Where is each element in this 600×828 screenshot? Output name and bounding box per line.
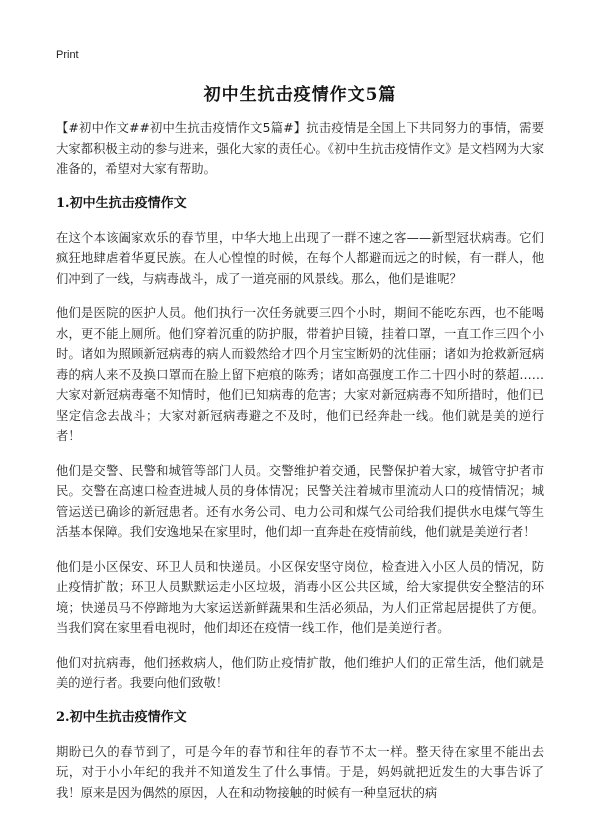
document-title: 初中生抗击疫情作文5篇 <box>203 85 397 105</box>
section-1-paragraph: 在这个本该阖家欢乐的春节里，中华大地上出现了一群不速之客——新型冠状病毒。它们疯狂地肆虐着华夏民族。在人心惶惶的时候，在每个人都避而远之的时候，有一群人，他们冲到了一线，与病毒战斗，成了一道亮丽的风景线。那么，他们是谁呢？ <box>56 230 544 286</box>
section-1-paragraph: 他们是交警、民警和城管等部门人员。交警维护着交通，民警保护着大家，城管守护者市民。交警在高速口检查进城人员的身体情况；民警关注着城市里流动人口的疫情情况；城管运送已确诊的新冠患者。还有水务公司、电力公司和煤气公司给我们提供水电煤气等生活基本保障。我们安逸地呆在家里时，他们却一直奔赴在疫情前线，他们就是美逆行者！ <box>56 463 544 539</box>
section-2-paragraph: 期盼已久的春节到了，可是今年的春节和往年的春节不太一样。整天待在家里不能出去玩，对于小小年纪的我并不知道发生了什么事情。于是，妈妈就把近发生的大事告诉了我！原来是因为偶然的原因，人在和动物接触的时候有一种皇冠状的病 <box>56 744 544 800</box>
section-1-paragraph: 他们对抗病毒，他们拯救病人，他们防止疫情扩散，他们维护人们的正常生活，他们就是美的逆行者。我要向他们致敬！ <box>56 655 544 690</box>
section-1-paragraph: 他们是医院的医护人员。他们执行一次任务就要三四个小时，期间不能吃东西，也不能喝水，更不能上厕所。他们穿着沉重的防护服，带着护目镜，挂着口罩，一直工作三四个小时。诸如为照顾新冠病毒的病人而毅然给才四个月宝宝断奶的沈佳丽；诸如为抢救新冠病毒的病人来不及换口罩而在脸上留下疤痕的陈秀；诸如高强度工作二十四小时的蔡超……大家对新冠病毒毫不知情时，他们已知病毒的危害；大家对新冠病毒不知所措时，他们已坚定信念去战斗；大家对新冠病毒避之不及时，他们已经奔赴一线。他们就是美的逆行者！ <box>56 306 544 443</box>
section-heading-2: 2.初中生抗击疫情作文 <box>56 709 187 725</box>
intro-paragraph: 【#初中作文##初中生抗击疫情作文5篇#】抗击疫情是全国上下共同努力的事情，需要大家都积极主动的参与进来，强化大家的责任心。《初中生抗击疫情作文》是文档网为大家准备的，希望对大家有帮助。 <box>56 121 544 176</box>
section-heading-1: 1.初中生抗击疫情作文 <box>56 195 187 211</box>
document-body <box>56 118 544 817</box>
print-label[interactable]: Print <box>56 49 79 61</box>
section-1-paragraph: 他们是小区保安、环卫人员和快递员。小区保安坚守岗位，检查进入小区人员的情况，防止疫情扩散；环卫人员默默运走小区垃圾，消毒小区公共区域，给大家提供安全整洁的环境；快递员马不停蹄地为大家运送新鲜蔬果和生活必须品，为人们正常起居提供了方便。当我们窝在家里看电视时，他们却还在疫情一线工作，他们是美逆行者。 <box>56 559 544 635</box>
